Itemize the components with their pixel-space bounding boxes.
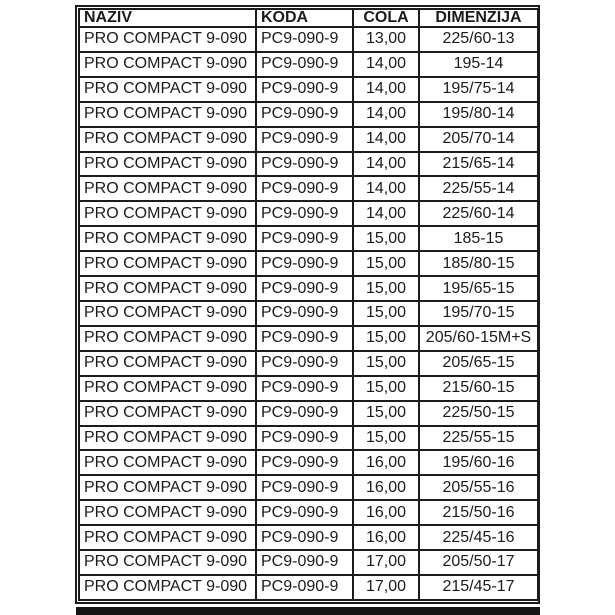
cell-koda: PC9-090-9 [256, 450, 353, 475]
cell-naziv: PRO COMPACT 9-090 [79, 475, 256, 500]
cell-dimenzija: 215/60-15 [419, 376, 538, 401]
table-row [79, 450, 538, 475]
table-row [79, 575, 538, 600]
cell-cola: 16,00 [353, 525, 419, 550]
cell-koda: PC9-090-9 [256, 127, 353, 152]
cell-koda: PC9-090-9 [256, 525, 353, 550]
cell-cola: 14,00 [353, 176, 419, 201]
cell-dimenzija: 195-14 [419, 52, 538, 77]
column-header-cola: COLA [353, 9, 419, 27]
cell-koda: PC9-090-9 [256, 550, 353, 575]
cell-naziv: PRO COMPACT 9-090 [79, 102, 256, 127]
cell-koda: PC9-090-9 [256, 201, 353, 226]
cell-cola: 15,00 [353, 276, 419, 301]
cell-koda: PC9-090-9 [256, 102, 353, 127]
table-row [79, 276, 538, 301]
cell-koda: PC9-090-9 [256, 152, 353, 177]
header-row [79, 9, 538, 27]
cell-cola: 17,00 [353, 550, 419, 575]
cell-naziv: PRO COMPACT 9-090 [79, 575, 256, 600]
cell-koda: PC9-090-9 [256, 276, 353, 301]
cell-koda: PC9-090-9 [256, 401, 353, 426]
cell-naziv: PRO COMPACT 9-090 [79, 77, 256, 102]
cell-koda: PC9-090-9 [256, 251, 353, 276]
cell-naziv: PRO COMPACT 9-090 [79, 376, 256, 401]
cell-cola: 15,00 [353, 326, 419, 351]
cell-cola: 17,00 [353, 575, 419, 600]
column-header-naziv: NAZIV [79, 9, 256, 27]
cell-naziv: PRO COMPACT 9-090 [79, 176, 256, 201]
column-header-koda: KODA [256, 9, 353, 27]
table-row [79, 550, 538, 575]
cell-naziv: PRO COMPACT 9-090 [79, 251, 256, 276]
cell-cola: 15,00 [353, 226, 419, 251]
cell-dimenzija: 205/65-15 [419, 351, 538, 376]
cell-dimenzija: 195/80-14 [419, 102, 538, 127]
cell-koda: PC9-090-9 [256, 326, 353, 351]
table-header [79, 9, 538, 27]
table-row [79, 351, 538, 376]
cell-dimenzija: 195/70-15 [419, 301, 538, 326]
bottom-black-bar [76, 607, 540, 615]
cell-naziv: PRO COMPACT 9-090 [79, 500, 256, 525]
cell-cola: 15,00 [353, 251, 419, 276]
cell-naziv: PRO COMPACT 9-090 [79, 127, 256, 152]
table-row [79, 226, 538, 251]
cell-dimenzija: 225/50-15 [419, 401, 538, 426]
cell-cola: 15,00 [353, 301, 419, 326]
cell-naziv: PRO COMPACT 9-090 [79, 525, 256, 550]
cell-koda: PC9-090-9 [256, 575, 353, 600]
cell-cola: 15,00 [353, 351, 419, 376]
cell-koda: PC9-090-9 [256, 226, 353, 251]
cell-cola: 15,00 [353, 426, 419, 451]
cell-naziv: PRO COMPACT 9-090 [79, 426, 256, 451]
table-row [79, 176, 538, 201]
cell-naziv: PRO COMPACT 9-090 [79, 301, 256, 326]
cell-naziv: PRO COMPACT 9-090 [79, 276, 256, 301]
table-row [79, 201, 538, 226]
cell-naziv: PRO COMPACT 9-090 [79, 550, 256, 575]
cell-koda: PC9-090-9 [256, 351, 353, 376]
cell-dimenzija: 225/45-16 [419, 525, 538, 550]
table-body [79, 27, 538, 600]
cell-naziv: PRO COMPACT 9-090 [79, 351, 256, 376]
column-header-dimenzija: DIMENZIJA [419, 9, 538, 27]
table-row [79, 500, 538, 525]
cell-dimenzija: 185-15 [419, 226, 538, 251]
cell-cola: 15,00 [353, 376, 419, 401]
cell-dimenzija: 205/50-17 [419, 550, 538, 575]
cell-cola: 16,00 [353, 475, 419, 500]
cell-koda: PC9-090-9 [256, 77, 353, 102]
table-row [79, 77, 538, 102]
cell-koda: PC9-090-9 [256, 475, 353, 500]
cell-koda: PC9-090-9 [256, 426, 353, 451]
table-row [79, 301, 538, 326]
cell-cola: 13,00 [353, 27, 419, 52]
cell-dimenzija: 225/55-14 [419, 176, 538, 201]
cell-dimenzija: 215/65-14 [419, 152, 538, 177]
cell-naziv: PRO COMPACT 9-090 [79, 27, 256, 52]
cell-koda: PC9-090-9 [256, 27, 353, 52]
cell-dimenzija: 225/60-14 [419, 201, 538, 226]
table-row [79, 27, 538, 52]
cell-koda: PC9-090-9 [256, 301, 353, 326]
cell-dimenzija: 205/60-15M+S [419, 326, 538, 351]
table-row [79, 52, 538, 77]
table-row [79, 152, 538, 177]
cell-cola: 14,00 [353, 102, 419, 127]
cell-cola: 16,00 [353, 450, 419, 475]
cell-koda: PC9-090-9 [256, 376, 353, 401]
cell-dimenzija: 205/55-16 [419, 475, 538, 500]
cell-naziv: PRO COMPACT 9-090 [79, 450, 256, 475]
cell-cola: 15,00 [353, 401, 419, 426]
table-row [79, 127, 538, 152]
cell-cola: 14,00 [353, 127, 419, 152]
cell-naziv: PRO COMPACT 9-090 [79, 152, 256, 177]
cell-naziv: PRO COMPACT 9-090 [79, 326, 256, 351]
size-table [78, 8, 539, 601]
cell-dimenzija: 195/65-15 [419, 276, 538, 301]
cell-koda: PC9-090-9 [256, 176, 353, 201]
cell-naziv: PRO COMPACT 9-090 [79, 226, 256, 251]
cell-dimenzija: 215/50-16 [419, 500, 538, 525]
cell-naziv: PRO COMPACT 9-090 [79, 401, 256, 426]
table-row [79, 426, 538, 451]
cell-cola: 16,00 [353, 500, 419, 525]
table-row [79, 376, 538, 401]
cell-dimenzija: 225/55-15 [419, 426, 538, 451]
cell-cola: 14,00 [353, 152, 419, 177]
cell-dimenzija: 185/80-15 [419, 251, 538, 276]
cell-cola: 14,00 [353, 77, 419, 102]
table-row [79, 102, 538, 127]
table-row [79, 326, 538, 351]
cell-dimenzija: 195/60-16 [419, 450, 538, 475]
cell-koda: PC9-090-9 [256, 500, 353, 525]
cell-dimenzija: 215/45-17 [419, 575, 538, 600]
cell-koda: PC9-090-9 [256, 52, 353, 77]
cell-cola: 14,00 [353, 52, 419, 77]
cell-dimenzija: 205/70-14 [419, 127, 538, 152]
cell-naziv: PRO COMPACT 9-090 [79, 201, 256, 226]
table-row [79, 251, 538, 276]
table-row [79, 475, 538, 500]
cell-dimenzija: 195/75-14 [419, 77, 538, 102]
table-row [79, 401, 538, 426]
table-row [79, 525, 538, 550]
cell-cola: 14,00 [353, 201, 419, 226]
cell-naziv: PRO COMPACT 9-090 [79, 52, 256, 77]
cell-dimenzija: 225/60-13 [419, 27, 538, 52]
size-table-container [75, 5, 540, 604]
